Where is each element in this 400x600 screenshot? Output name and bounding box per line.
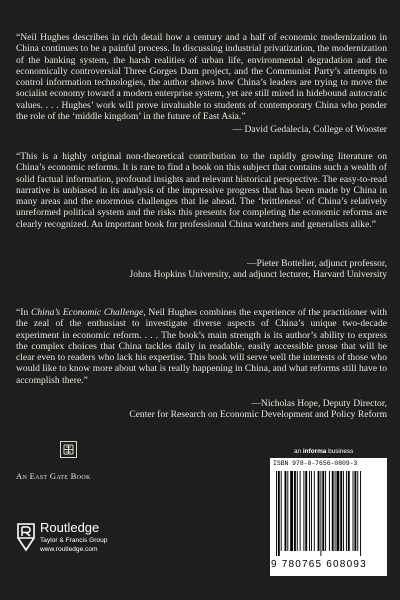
barcode-bar — [276, 471, 277, 556]
east-gate-imprint: An East Gate Book — [16, 471, 91, 481]
barcode-bar — [314, 471, 315, 551]
barcode-bar — [300, 471, 301, 551]
barcode-bar — [320, 471, 321, 556]
review-quote-1: “Neil Hughes describes in rich detail how a century and a half of economic modernization in China continues to be a painful process. In discussing industrial privatization, the modernization of the banking system, the harsh realities of urban life, environmental degradation and the economically controversial Three Gorges Dam project, and the Communist Party’s attempts to control information technologies, the author shows how China’s leaders are trying to move the socialist economy toward a modern enterprise system, yet are still mired in hidebound autocratic values. . . . Hughes’ work will prove invaluable to students of contemporary China who ponder the role of the ‘middle kingdom’ in the future of East Asia.” — [16, 32, 387, 123]
barcode-bar — [297, 471, 298, 551]
publisher-url: www.routledge.com — [40, 546, 98, 553]
barcode-bar — [311, 471, 312, 551]
isbn-barcode-box — [270, 458, 387, 576]
barcode-bar — [353, 471, 354, 551]
barcode-bar — [329, 471, 330, 551]
barcode-bar — [325, 471, 326, 551]
barcode-bar — [332, 471, 334, 551]
barcode-bar — [318, 471, 320, 551]
review-attribution-2: —Pieter Bottelier, adjunct professor, Johns Hopkins University, and adjunct lecturer, Harvard University — [129, 258, 387, 281]
barcode-bar — [322, 471, 324, 551]
publisher-name: Routledge — [40, 520, 100, 535]
informa-business-label: an informa business — [294, 448, 354, 455]
isbn-label: ISBN 978-0-7656-0809-3 — [273, 460, 358, 467]
book-title: China’s Economic Challenge — [30, 307, 144, 318]
barcode-bar — [290, 471, 293, 551]
barcode-bar — [343, 471, 344, 551]
barcode-bar — [309, 471, 310, 551]
barcode-bar — [285, 471, 287, 551]
barcode-bar — [303, 471, 304, 551]
barcode-bar — [348, 471, 350, 551]
review-attribution-3: —Nicholas Hope, Deputy Director, Center for Research on Economic Development and Policy Reform — [129, 398, 387, 421]
publisher-group: Taylor & Francis Group — [40, 537, 108, 544]
review-quote-3: “In China’s Economic Challenge, Neil Hughes combines the experience of the practitioner with the zeal of the enthusiast to investigate diverse aspects of China’s unique two-decade experiment in economic reform. . . . The book’s main strength is its author’s ability to express the complex choices that China tackles daily in readable, easily accessible prose that will be clear even to readers who lack his expertise. This book will serve well the interests of those who would like to know more about what is really happening in China, and what reforms still have to accomplish there.” — [16, 307, 387, 386]
barcode-bar — [346, 471, 347, 551]
barcode-bar — [360, 471, 361, 556]
routledge-r-logo-icon — [16, 522, 36, 552]
barcode-bar — [354, 471, 356, 551]
barcode-digits: 9 780765 608093 — [271, 559, 367, 570]
barcode-bar — [340, 471, 342, 551]
barcode-bar — [278, 471, 280, 556]
barcode-image — [276, 471, 381, 556]
barcode-bar — [287, 471, 288, 551]
review-quote-2: “This is a highly original non-theoretical contribution to the rapidly growing literature on China’s economic reforms. It is rare to find a book on this subject that contains such a wealth of solid factual information, profound insights and relevant historical perspective. The easy-to-read narrative is unbiased in its analysis of the impressive progress that has been made by China in many areas and the enormous challenges that lie ahead. The ‘brittleness’ of China’s relatively unreformed political system and the risks this presents for completing the economic reforms are clearly recognized. An important book for professional China watchers and generalists alike.” — [16, 151, 387, 230]
east-gate-seal-icon — [60, 441, 77, 458]
barcode-bar — [281, 471, 282, 551]
barcode-bar — [336, 471, 339, 551]
barcode-bar — [294, 471, 296, 551]
barcode-bar — [305, 471, 307, 551]
review-attribution-1: — David Gedalecia, College of Wooster — [232, 124, 387, 135]
barcode-bar — [357, 471, 358, 551]
barcode-bar — [335, 471, 336, 551]
